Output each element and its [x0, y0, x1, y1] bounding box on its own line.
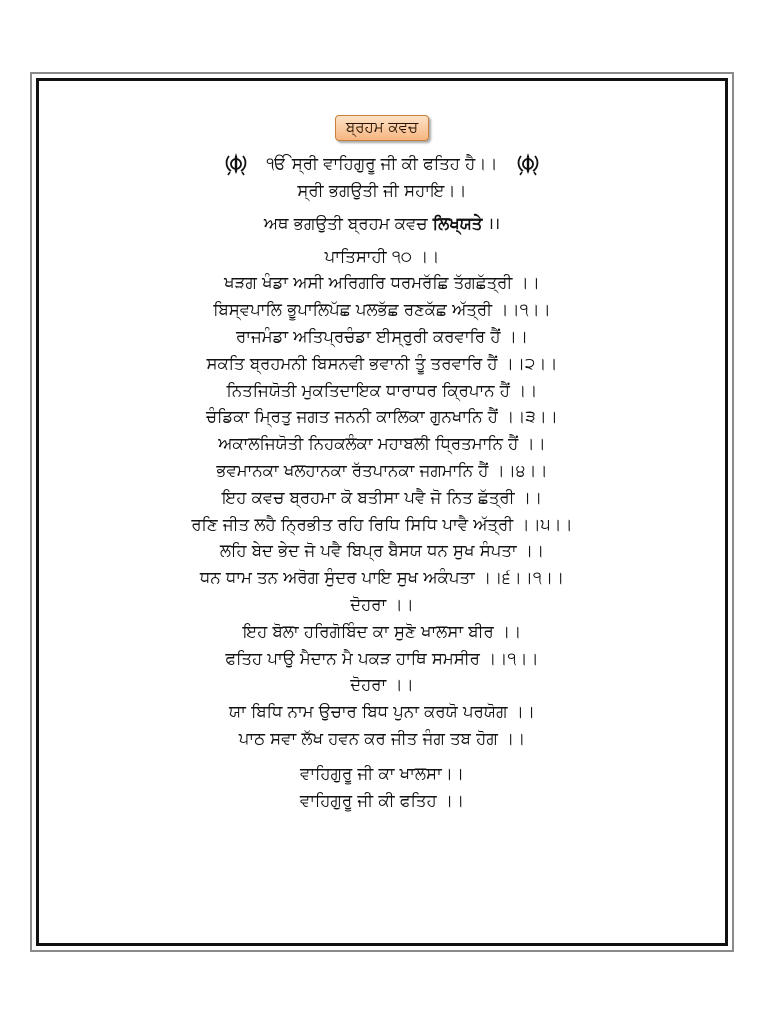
verse-line: ਪਾਠ ਸਵਾ ਲੱਖ ਹਵਨ ਕਰ ਜੀਤ ਜੰਗ ਤਬ ਹੋਗ ।।	[238, 728, 526, 748]
verse-line: ਇਹ ਕਵਚ ਬ੍ਰਹਮਾ ਕੋ ਬਤੀਸਾ ਪਵੈ ਜੋ ਨਿਤ ਛੱਤ੍ਰੀ ।।	[221, 487, 543, 507]
mool-mantar-row	[39, 150, 725, 178]
verse-line: ਨਿਤਜਿਯੋਤੀ ਮੁਕਤਿਦਾਇਕ ਧਾਰਾਧਰ ਕ੍ਰਿਪਾਨ ਹੈਂ ।।	[226, 380, 538, 400]
mool-mantar-text: ੴ ਸ੍ਰੀ ਵਾਹਿਗੁਰੂ ਜੀ ਕੀ ਫਤਿਹ ਹੈ।।	[266, 154, 498, 173]
closing-line: ਵਾਹਿਗੁਰੂ ਜੀ ਕਾ ਖਾਲਸਾ।।	[300, 763, 464, 783]
closing-line: ਵਾਹਿਗੁਰੂ ਜੀ ਕੀ ਫਤਿਹ ।।	[299, 790, 465, 810]
verse-line: ਸਕਤਿ ਬ੍ਰਹਮਨੀ ਬਿਸਨਵੀ ਭਵਾਨੀ ਤੂੰ ਤਰਵਾਰਿ ਹੈਂ ।।੨।।	[206, 353, 558, 373]
verse-line: ਧਨ ਧਾਮ ਤਨ ਅਰੋਗ ਸੁੰਦਰ ਪਾਇ ਸੁਖ ਅਕੰਪਤਾ ।।੬।।੧।।	[199, 568, 565, 588]
verse-line: ਰਣਿ ਜੀਤ ਲਹੈ ਨ੍ਰਿਭੀਤ ਰਹਿ ਰਿਧਿ ਸਿਧਿ ਪਾਵੈ ਅੱਤ੍ਰੀ ।।੫।।	[191, 514, 573, 534]
heading-bold: ਲਿਖ੍ਯਤੇ	[432, 213, 483, 233]
verse-line: ਚੰਡਿਕਾ ਮ੍ਰਿਤੁ ਜਗਤ ਜਨਨੀ ਕਾਲਿਕਾ ਗੁਨਖਾਨਿ ਹੈਂ ।।੩।।	[206, 407, 558, 427]
patshahi-line: ਪਾਤਿਸਾਹੀ ੧੦ ।।	[324, 246, 440, 266]
khanda-icon	[516, 152, 540, 176]
verse-line: ਭਵਮਾਨਕਾ ਖਲਹਾਨਕਾ ਰੱਤਪਾਨਕਾ ਜਗਮਾਨਿ ਹੈਂ ।।੪।।	[216, 460, 548, 480]
heading-suffix: ।।	[487, 213, 501, 233]
verse-line: ਬਿਸ੍ਵਪਾਲਿ ਭੂਪਾਲਿਪੱਛ ਪਲਭੱਛ ਰਣਕੱਛ ਅੱਤ੍ਰੀ ।।੧।।	[213, 300, 551, 320]
heading-prefix: ਅਥ ਭਗਉਤੀ ਬ੍ਰਹਮ ਕਵਚ	[263, 213, 428, 233]
heading-line	[39, 211, 725, 238]
verse-line: ਫਤਿਹ ਪਾਉ ਮੈਦਾਨ ਮੈ ਪਕੜ ਹਾਥਿ ਸਮਸੀਰ ।।੧।।	[225, 648, 539, 668]
dohra-heading: ਦੋਹਰਾ ।।	[350, 675, 414, 695]
verse-line: ਖੜਗ ਖੰਡਾ ਅਸੀ ਅਰਿਗਰਿ ਧਰਮਰੱਛਿ ਤੱਗਛੱਤ੍ਰੀ ।।	[224, 273, 540, 293]
verse-line: ਅਕਾਲਜਿਯੋਤੀ ਨਿਹਕਲੰਕਾ ਮਹਾਬਲੀ ਧ੍ਰਿਤਮਾਨਿ ਹੈਂ ।।	[218, 434, 546, 454]
document-body	[39, 115, 725, 814]
spacer	[39, 753, 725, 761]
verse-line: ਇਹ ਬੋਲਾ ਹਰਿਗੋਬਿੰਦ ਕਾ ਸੁਣੋ ਖਾਲਸਾ ਬੀਰ ।।	[242, 621, 522, 641]
verse-line: ਲਹਿ ਬੇਦ ਭੇਦ ਜੋ ਪਵੈ ਬਿਪ੍ਰ ਬੈਸਯ ਧਨ ਸੁਖ ਸੰਪਤਾ ।।	[219, 541, 545, 561]
verse-line: ਯਾ ਬਿਧਿ ਨਾਮ ਉਚਾਰ ਬਿਧ ਪੁਨਾ ਕਰਯੋ ਪਰਯੋਗ ।।	[229, 702, 535, 722]
verse-line: ਰਾਜਮੰਡਾ ਅਤਿਪ੍ਰਚੰਡਾ ਈਸ੍ਰੁਰੀ ਕਰਵਾਰਿ ਹੈਂ ।।	[236, 326, 528, 346]
page-border-inner	[36, 78, 728, 946]
sahai-line: ਸ੍ਰੀ ਭਗਉਤੀ ਜੀ ਸਹਾਇ।।	[297, 181, 467, 200]
document-title: ਬ੍ਰਹਮ ਕਵਚ	[335, 115, 429, 141]
khanda-icon	[224, 152, 248, 176]
page-border-outer	[30, 72, 734, 952]
dohra-heading: ਦੋਹਰਾ ।।	[350, 594, 414, 614]
